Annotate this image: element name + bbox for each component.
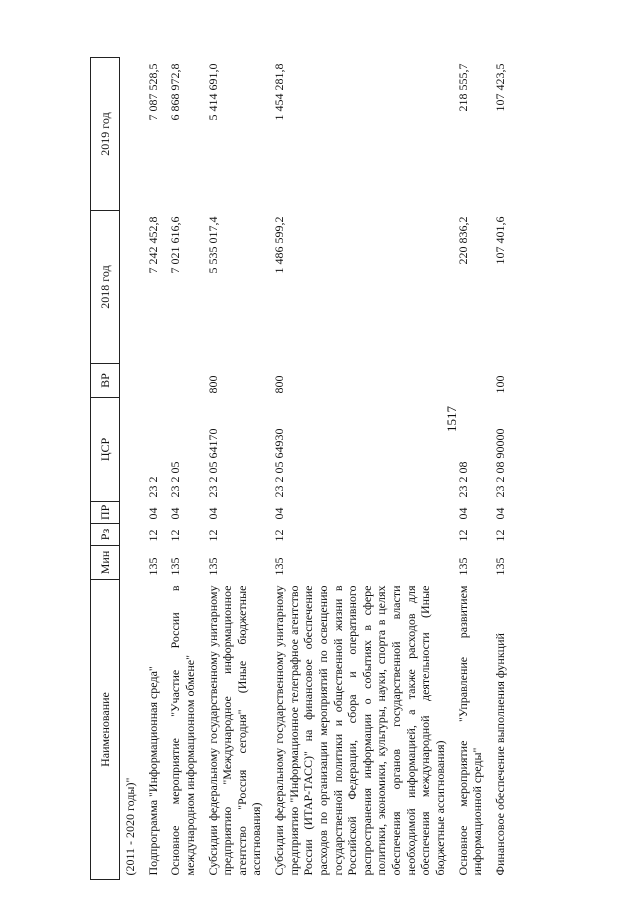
table-row [120, 58, 142, 880]
row-2019: 5 414 691,0 [205, 63, 220, 121]
row-name: (2011 - 2020 годы)" [123, 777, 137, 876]
row-pr: 04 [205, 507, 220, 520]
row-rz: 12 [455, 529, 470, 542]
table-row [164, 58, 201, 880]
row-min: 135 [455, 557, 470, 576]
row-2018: 7 021 616,6 [168, 216, 183, 274]
row-2018: 7 242 452,8 [145, 216, 160, 274]
row-csr: 23 2 05 64170 [205, 428, 220, 498]
row-rz [120, 524, 142, 546]
row-2018 [120, 211, 142, 364]
row-name: Субсидии федеральному государственному унитарному предприятию "Информационное телеграфное агентство России (ИТАР-ТАСС)" на финансовое обеспечение расходов по организации мероприятий по освещению государственной политики и общественной жизни в Российской Федерации, сбора и оперативного распространения информации о событиях в сфере политики, экономики, культуры, науки, спорта в целях обеспечения органов государственной власти необходимой информацией, а также расходов для обеспечения международной деятельности (Иные бюджетные ассигнования) [272, 585, 447, 876]
row-csr: 23 2 05 64930 [272, 428, 286, 498]
table-header-row [91, 58, 120, 880]
rotated-table-wrapper [90, 58, 588, 880]
table-row [142, 58, 165, 880]
row-min: 135 [492, 557, 507, 576]
row-vr: 100 [492, 375, 507, 394]
row-name: Основное мероприятие "Участие России в международном информационном обмене" [168, 585, 197, 876]
row-csr [120, 398, 142, 502]
row-pr: 04 [168, 507, 183, 520]
row-csr: 23 2 08 [455, 461, 470, 498]
row-min: 135 [205, 557, 220, 576]
row-rz: 12 [145, 529, 160, 542]
row-2018: 107 401,6 [492, 216, 507, 265]
row-pr: 04 [492, 507, 507, 520]
row-pr: 04 [455, 507, 470, 520]
page-number: 1517 [444, 406, 459, 432]
header-2019: 2019 год [91, 58, 120, 211]
row-csr: 23 2 [145, 476, 160, 498]
row-min: 135 [145, 557, 160, 576]
header-name: Наименование [91, 580, 120, 880]
row-vr [164, 364, 201, 398]
row-rz: 12 [205, 529, 220, 542]
row-vr: 800 [272, 375, 286, 394]
row-pr [120, 502, 142, 524]
header-min: Мин [91, 546, 120, 580]
row-vr [142, 364, 165, 398]
row-2019: 1 454 281,8 [272, 63, 286, 121]
row-rz: 12 [272, 529, 286, 542]
row-vr [452, 364, 489, 398]
row-min: 135 [168, 557, 183, 576]
row-2019: 7 087 528,5 [145, 63, 160, 121]
row-rz: 12 [492, 529, 507, 542]
table-row [202, 58, 269, 880]
header-vr: ВР [91, 364, 120, 398]
table-row [489, 58, 512, 880]
row-name: Основное мероприятие "Управление развитием информационной среды" [455, 585, 485, 876]
row-csr: 23 2 08 90000 [492, 428, 507, 498]
row-2018: 1 486 599,2 [272, 216, 286, 274]
header-rz: Рз [91, 524, 120, 546]
header-2018: 2018 год [91, 211, 120, 364]
row-2018: 220 836,2 [455, 216, 470, 265]
row-pr: 04 [145, 507, 160, 520]
row-2019 [120, 58, 142, 211]
row-pr: 04 [272, 507, 286, 520]
table-row [268, 58, 452, 880]
row-2019: 107 423,5 [492, 63, 507, 112]
row-2019: 6 868 972,8 [168, 63, 183, 121]
row-name: Финансовое обеспечение выполнения функций [492, 633, 507, 876]
row-vr: 800 [205, 375, 220, 394]
header-pr: ПР [91, 502, 120, 524]
row-name: Субсидии федеральному государственному унитарному предприятию "Международное информационное агентство "Россия сегодня" (Иные бюджетные ассигнования) [205, 585, 264, 876]
row-min: 135 [272, 557, 286, 576]
row-2019: 218 555,7 [455, 63, 470, 112]
table-row [452, 58, 489, 880]
row-2018: 5 535 017,4 [205, 216, 220, 274]
budget-table [90, 57, 511, 880]
row-csr: 23 2 05 [168, 461, 183, 498]
row-min [120, 546, 142, 580]
row-rz: 12 [168, 529, 183, 542]
header-csr: ЦСР [91, 398, 120, 502]
row-vr [120, 364, 142, 398]
row-name: Подпрограмма "Информационная среда" [145, 666, 160, 876]
